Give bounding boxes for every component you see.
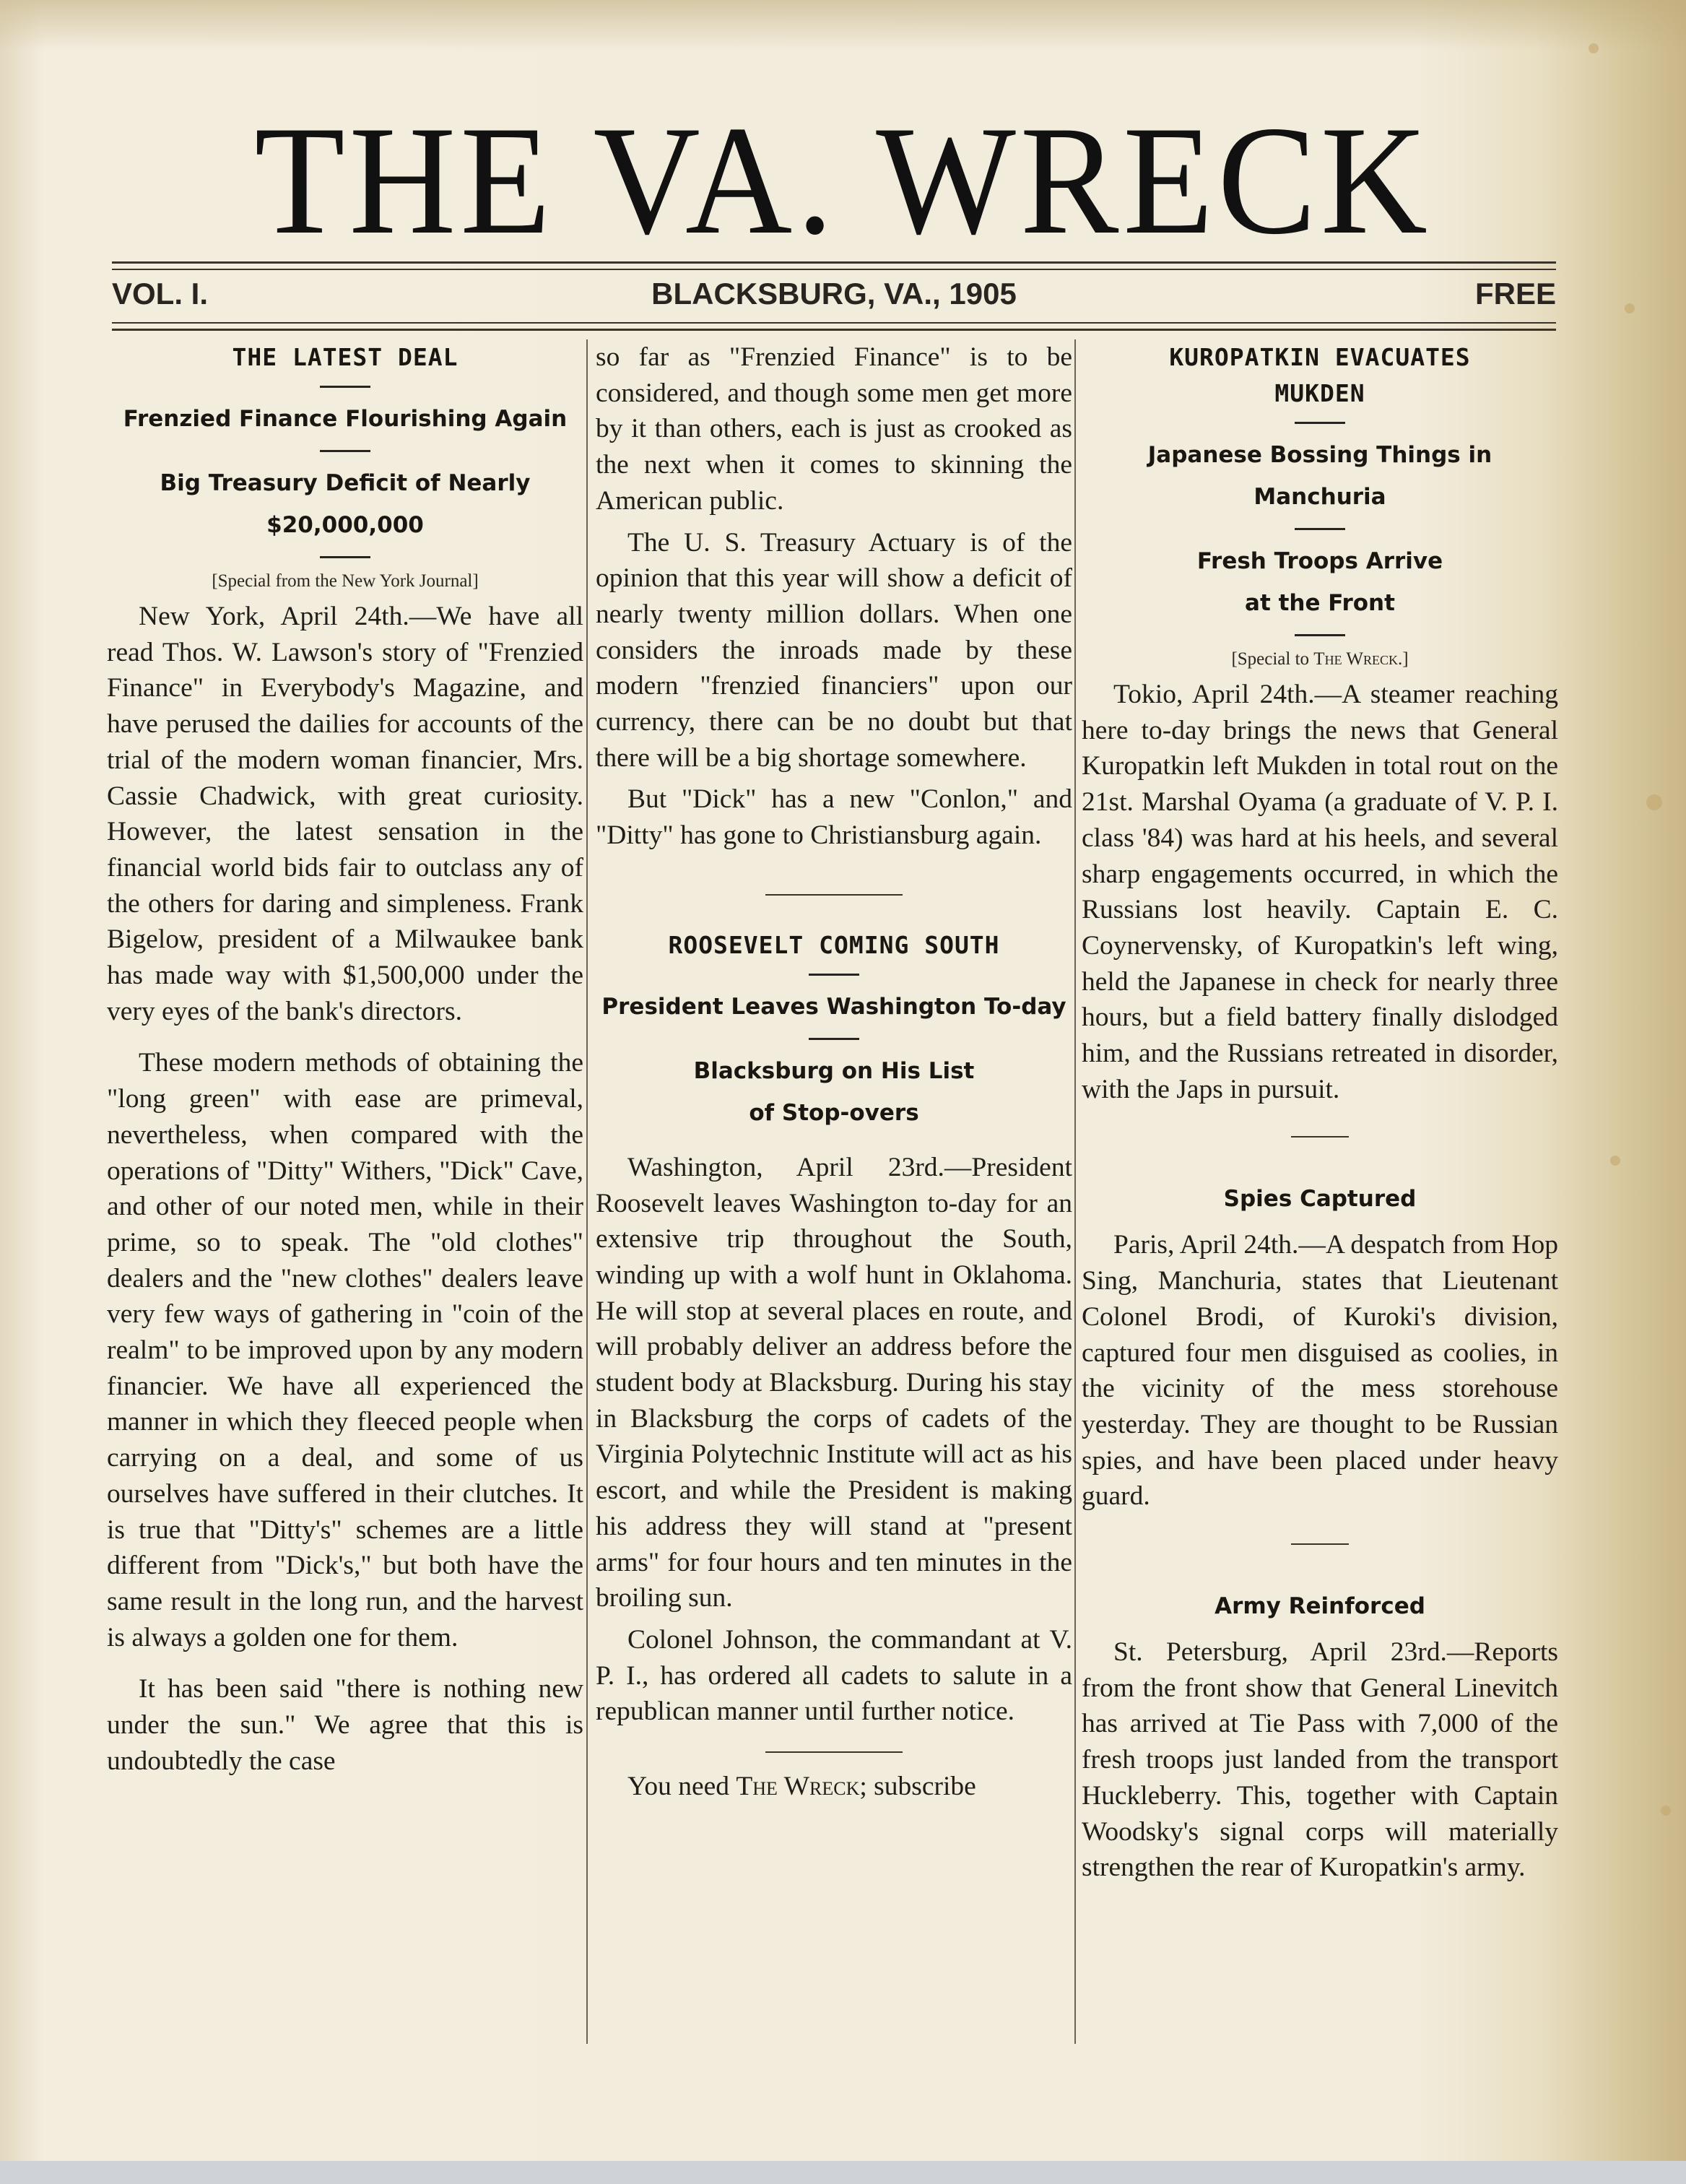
article-paragraph: The U. S. Treasury Actuary is of the opinion that this year will show a deficit of nearly twenty million dollars. When one considers the inroads made by these modern "frenzied financiers" upon our currency, there can be no doubt but that there will be a big shortage somewhere. [596,527,1072,773]
place-date: BLACKSBURG, VA., 1905 [651,277,1017,311]
volume-label: VOL. I. [112,277,209,311]
headline-dash [320,450,370,452]
headline-kuropatkin: MUKDEN [1274,379,1365,407]
headline-dash [1295,634,1345,636]
headline-kuropatkin: KUROPATKIN EVACUATES [1169,343,1471,371]
article-paragraph: Paris, April 24th.—A despatch from Hop Sing, Manchuria, states that Lieutenant Colonel Brodi, of Kuroki's division, captured four men disguised as coolies, in the vicinity of the mess storehouse yesterday. They are thought to be Russian spies, and have been placed under heavy guard. [1082,1230,1558,1512]
headline-army: Army Reinforced [1214,1593,1425,1620]
article-paragraph: These modern methods of obtaining the "long green" with ease are primeval, nevertheless, when compared with the operations of "Ditty" Withers, "Dick" Cave, and other of our noted men, while in their prime, so to speak. The "old clothes" dealers and the "new clothes" dealers leave very few ways of gathering in "coin of the realm" to be improved upon by any modern financier. We have all experienced the manner in which they fleeced people when carrying on a deal, and some of us ourselves have suffered in their clutches. It is true that "Ditty's" schemes are a little different from "Dick's," but both have the same result in the long run, and the harvest is always a golden one for them. [107,1048,583,1652]
headline-dash [320,556,370,558]
masthead-title: THE VA. WRECK [254,94,1432,266]
section-divider [1291,1543,1349,1545]
dateline-rule-bottom [112,329,1556,331]
promo-text: ; subscribe [859,1772,976,1802]
dateline [112,277,1556,320]
foxing-spot [1610,1156,1620,1166]
headline-dash [809,974,859,976]
subhead: Japanese Bossing Things in Manchuria [1147,442,1492,510]
headline-dash [809,1038,859,1040]
credit-line [1082,649,1558,670]
subhead: at the Front [1245,590,1395,616]
article-paragraph: Tokio, April 24th.—A steamer reaching here to-day brings the news that General Kuropatkin left Mukden in total rout on the 21st. Marshal Oyama (a graduate of V. P. I. class '84) was hard at his heels, and several sharp engagements occurred, in which the Russians lost heavily. Captain E. C. Coynervensky, of Kuropatkin's left wing, held the Japanese in check for nearly three hours, but a field battery finally dislodged him, and the Russians retreated in disorder, with the Japs in pursuit. [1082,680,1558,1104]
foxing-spot [1625,303,1635,313]
column-1 [107,339,583,1780]
subhead: Fresh Troops Arrive [1196,548,1443,574]
left-stain [0,0,43,2184]
headline-roosevelt: ROOSEVELT COMING SOUTH [668,930,1000,959]
article-paragraph: It has been said "there is nothing new under the sun." We agree that this is undoubtedly the case [107,1674,583,1776]
foxing-spot [1646,794,1662,810]
subhead: President Leaves Washington To-day [601,993,1066,1020]
article-paragraph: Colonel Johnson, the commandant at V. P. I., has ordered all cadets to salute in a republican manner until further notice. [596,1624,1072,1727]
credit-text: [Special to [1231,649,1314,669]
headline-dash [320,386,370,388]
foxing-spot [1589,43,1599,53]
article-paragraph: St. Petersburg, April 23rd.—Reports from the front show that General Linevitch has arrived at Tie Pass with 7,000 of the fresh troops just landed from the transport Huckleberry. This, together with Captain Woodsky's signal corps will materially strengthen the rear of Kuropatkin's army. [1082,1637,1558,1883]
section-divider [765,894,903,896]
subhead: Blacksburg on His List [693,1057,975,1084]
price-label: FREE [1474,277,1556,311]
credit-text: .] [1397,649,1409,669]
column-separator [1074,339,1076,2044]
headline-dash [1295,528,1345,530]
promo-paper-name: The Wreck [736,1772,860,1802]
subhead: Big Treasury Deficit of Nearly [160,470,531,496]
subhead: $20,000,000 [266,512,424,538]
scan-edge [0,2161,1686,2184]
subhead: of Stop-overs [749,1099,919,1126]
headline-dash [1295,422,1345,424]
column-2 [596,339,1072,1805]
masthead-rule-top [112,261,1556,264]
article-paragraph: Washington, April 23rd.—President Roosevelt leaves Washington to-day for an extensive trip throughout the South, winding up with a wolf hunt in Oklahoma. He will stop at several places en route, and will probably deliver an address before the student body at Blacksburg. During his stay in Blacksburg the corps of cadets of the Virginia Polytechnic Institute will act as his escort, and while the President is making his address they will stand at "present arms" for four hours and ten minutes in the broiling sun. [596,1152,1072,1613]
credit-line: [Special from the New York Journal] [212,571,479,591]
promo-text: You need [627,1772,736,1802]
column-3 [1082,339,1558,1886]
foxing-spot [1661,1806,1671,1816]
dateline-rule-top [112,322,1556,324]
column-separator [586,339,588,2044]
section-divider [1291,1136,1349,1138]
subhead: Frenzied Finance Flourishing Again [123,406,568,432]
credit-paper-name: The Wreck [1313,649,1398,669]
article-paragraph: New York, April 24th.—We have all read Thos. W. Lawson's story of "Frenzied Finance" in Everybody's Magazine, and have perused the dailies for accounts of the trial of the modern woman financier, Mrs. Cassie Chadwick, with great curiosity. However, the latest sensation in the financial world bids fair to outclass any of the others for daring and simpleness. Frank Bigelow, president of a Milwaukee bank has made way with $1,500,000 under the very eyes of the bank's directors. [107,602,583,1026]
promo-line [596,1769,1072,1805]
top-stain [0,0,1686,51]
section-divider [765,1751,903,1753]
article-paragraph: But "Dick" has a new "Conlon," and "Ditty" has gone to Christiansburg again. [596,784,1072,851]
headline-spies: Spies Captured [1223,1186,1417,1213]
headline-latest-deal: THE LATEST DEAL [232,343,459,371]
masthead-rule-top-inner [112,269,1556,270]
article-paragraph: so far as "Frenzied Finance" is to be considered, and though some men get more by it than others, each is just as crooked as the next when it comes to skinning the American public. [596,342,1072,516]
